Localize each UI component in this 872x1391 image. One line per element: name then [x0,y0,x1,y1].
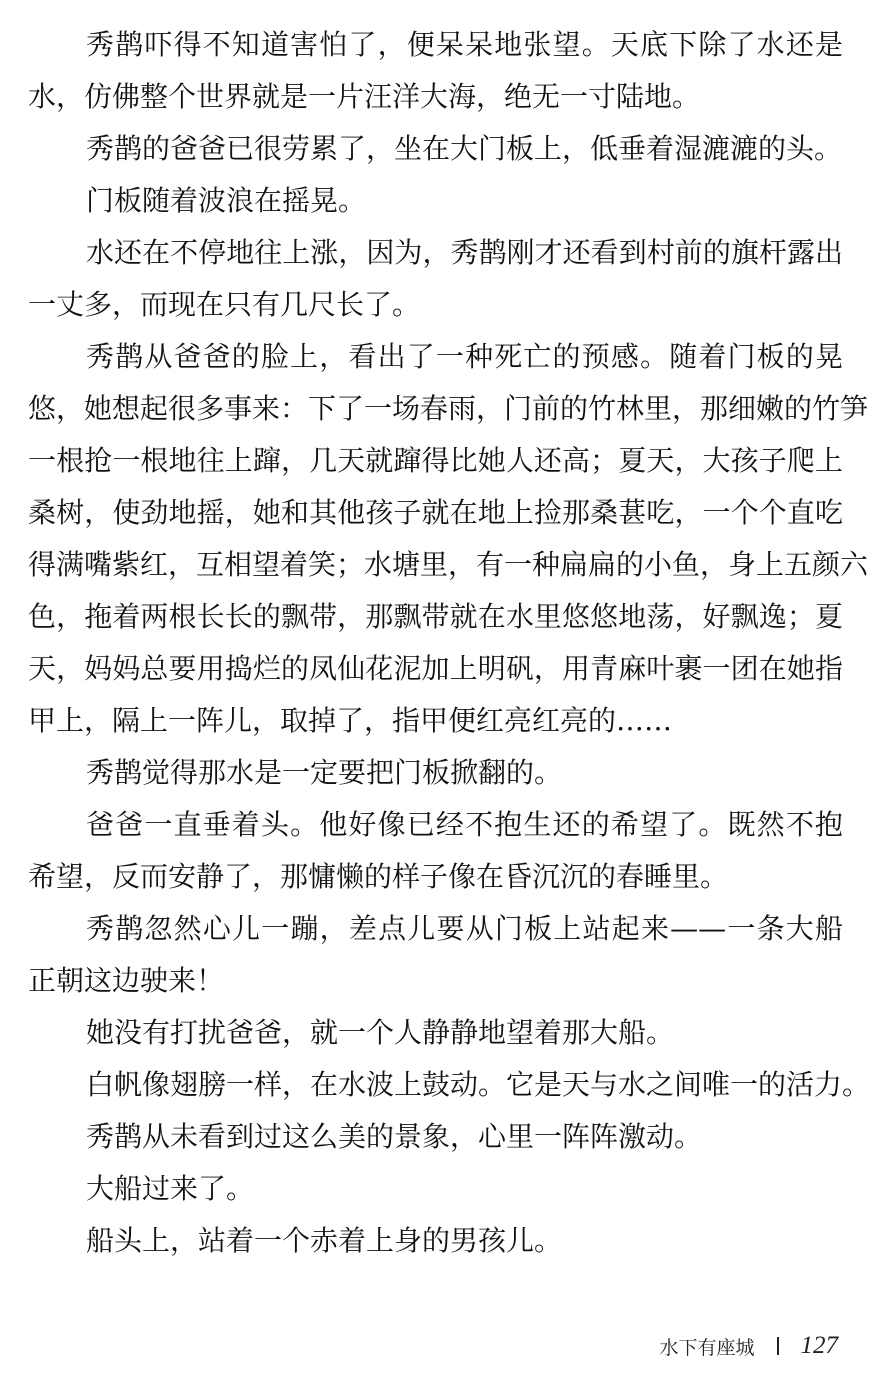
text-line: 大船过来了。 [86,1172,255,1205]
text-line: 悠，她想起很多事来：下了一场春雨，门前的竹林里，那细嫩的竹笋 [28,392,869,425]
running-title: 水下有座城 [659,1336,755,1359]
text-line: 桑树，使劲地摇，她和其他孩子就在地上捡那桑葚吃，一个个直吃 [28,496,843,529]
text-line: 一根抢一根地往上蹿，几天就蹿得比她人还高；夏天，大孩子爬上 [28,444,843,477]
text-line: 甲上，隔上一阵儿，取掉了，指甲便红亮红亮的…… [28,704,673,737]
paragraph [28,19,843,123]
text-line: 天，妈妈总要用捣烂的凤仙花泥加上明矾，用青麻叶裹一团在她指 [28,652,843,685]
paragraph [28,1215,843,1267]
text-line: 秀鹊的爸爸已很劳累了，坐在大门板上，低垂着湿漉漉的头。 [86,132,843,165]
page-footer [659,1332,838,1360]
text-line: 秀鹊从爸爸的脸上，看出了一种死亡的预感。随着门板的晃 [86,340,843,373]
text-line: 得满嘴紫红，互相望着笑；水塘里，有一种扁扁的小鱼，身上五颜六 [28,548,869,581]
text-line: 秀鹊吓得不知道害怕了，便呆呆地张望。天底下除了水还是 [86,28,843,61]
text-line: 一丈多，而现在只有几尺长了。 [28,288,421,321]
text-line: 白帆像翅膀一样，在水波上鼓动。它是天与水之间唯一的活力。 [86,1068,871,1101]
paragraph [28,747,843,799]
paragraph [28,1163,843,1215]
paragraph [28,123,843,175]
paragraph [28,1111,843,1163]
body-text [28,19,871,1267]
text-line: 秀鹊从未看到过这么美的景象，心里一阵阵激动。 [86,1120,703,1153]
text-line: 门板随着波浪在摇晃。 [86,184,367,217]
paragraph [28,1007,843,1059]
text-line: 正朝这边驶来！ [28,964,225,997]
page-number: 127 [800,1332,838,1359]
paragraph [28,227,843,331]
paragraph [28,799,843,903]
text-line: 爸爸一直垂着头。他好像已经不抱生还的希望了。既然不抱 [86,808,843,841]
text-line: 她没有打扰爸爸，就一个人静静地望着那大船。 [86,1016,675,1049]
footer-divider [777,1337,779,1355]
text-line: 船头上，站着一个赤着上身的男孩儿。 [86,1224,563,1257]
text-line: 水还在不停地往上涨，因为，秀鹊刚才还看到村前的旗杆露出 [86,236,843,269]
text-line: 秀鹊忽然心儿一蹦，差点儿要从门板上站起来——一条大船 [86,912,843,945]
text-line: 秀鹊觉得那水是一定要把门板掀翻的。 [86,756,563,789]
text-line: 水，仿佛整个世界就是一片汪洋大海，绝无一寸陆地。 [28,80,701,113]
text-line: 希望，反而安静了，那慵懒的样子像在昏沉沉的春睡里。 [28,860,729,893]
paragraph [28,331,869,747]
paragraph [28,903,843,1007]
paragraph [28,1059,871,1111]
paragraph [28,175,843,227]
text-line: 色，拖着两根长长的飘带，那飘带就在水里悠悠地荡，好飘逸；夏 [28,600,843,633]
